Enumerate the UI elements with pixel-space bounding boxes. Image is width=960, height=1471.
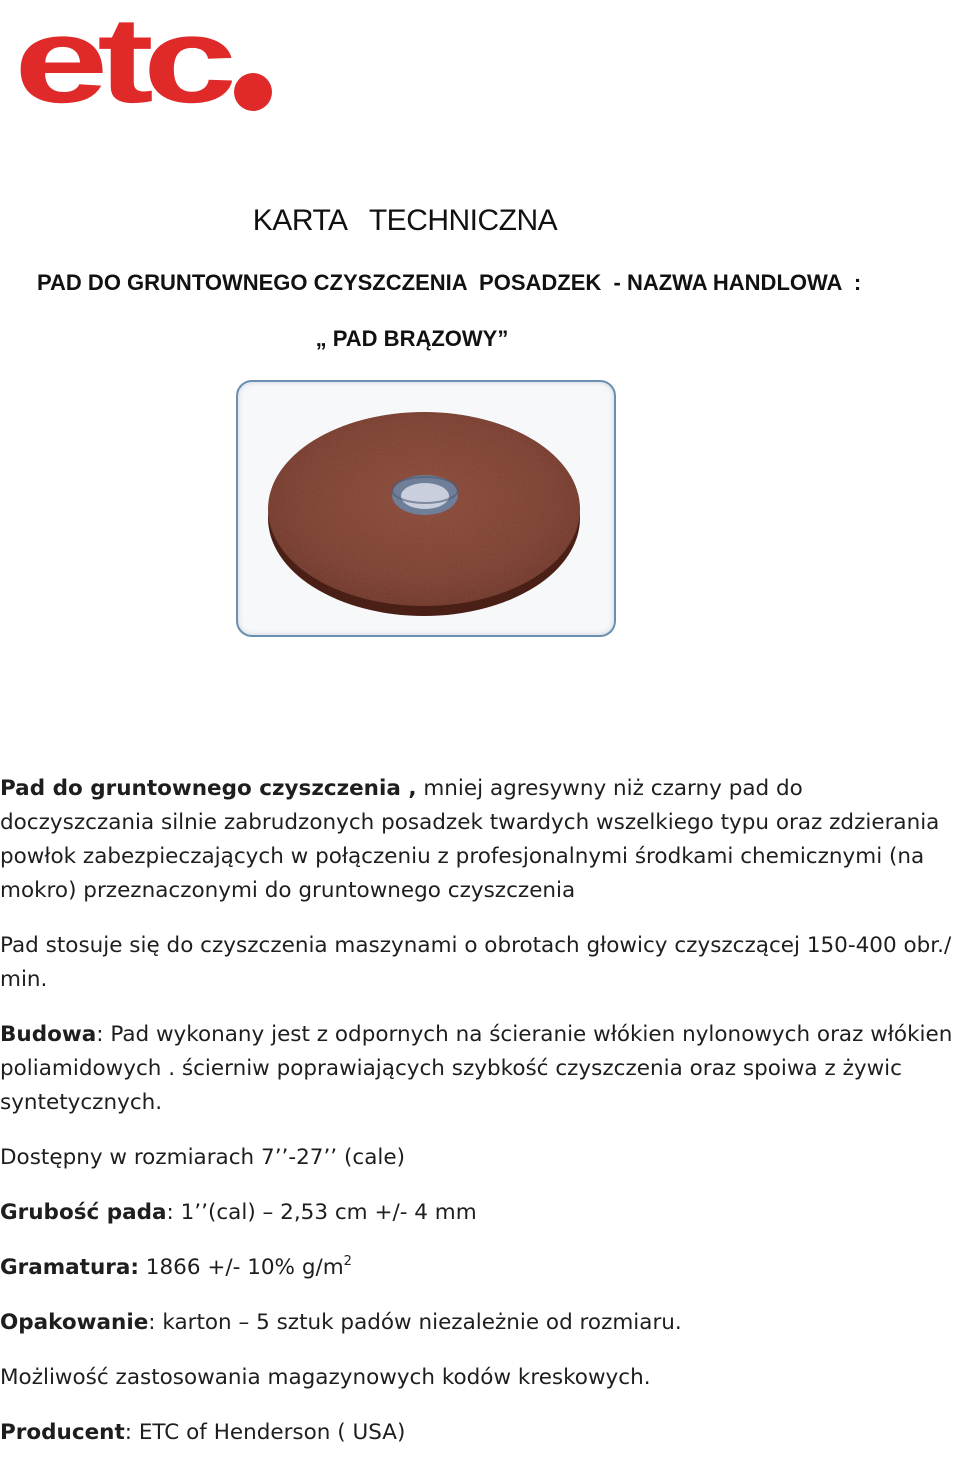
grammage-superscript: 2 (343, 1254, 352, 1269)
svg-text:etc: etc (14, 4, 234, 114)
product-photo (236, 380, 616, 637)
description-intro: Pad do gruntownego czyszczenia , (0, 776, 417, 801)
producer-label: Producent (0, 1420, 125, 1445)
technical-specification (0, 772, 960, 1471)
grammage-label: Gramatura: (0, 1255, 139, 1280)
description-paragraph (0, 772, 960, 908)
product-name: „ PAD BRĄZOWY” (315, 326, 509, 351)
grammage-paragraph (0, 1251, 960, 1285)
etc-logo (14, 4, 274, 114)
sizes-paragraph (0, 1141, 960, 1175)
construction-separator: : (96, 1022, 104, 1047)
producer-paragraph (0, 1416, 960, 1450)
description-text: mniej agresywny niż czarny pad do doczyszczania silnie zabrudzonych posadzek twardych wszelkiego typu oraz zdzierania powłok zabezpieczających w połączeniu z profesjonalnymi środkami chemicznymi (na mokro) przeznaczonymi do gruntownego czyszczenia (0, 776, 940, 903)
grammage-text: 1866 +/- 10% g/m (138, 1255, 344, 1280)
construction-text: Pad wykonany jest z odpornych na ścieranie włókien nylonowych oraz włókien poliamidowych . ścierniw poprawiających szybkość czyszczenia oraz spoiwa z żywic syntetycznych. (0, 1022, 953, 1115)
document-subtitle: PAD DO GRUNTOWNEGO CZYSZCZENIA POSADZEK - NAZWA HANDLOWA : (37, 270, 862, 295)
sizes-text: Dostępny w rozmiarach 7’’-27’’ (cale) (0, 1145, 405, 1170)
barcodes-paragraph (0, 1361, 960, 1395)
document-title: KARTA TECHNICZNA (252, 204, 558, 237)
usage-paragraph (0, 929, 960, 997)
construction-paragraph (0, 1018, 960, 1120)
packaging-paragraph (0, 1306, 960, 1340)
barcodes-text: Możliwość zastosowania magazynowych kodów kreskowych. (0, 1365, 651, 1390)
thickness-label: Grubość pada (0, 1200, 167, 1225)
producer-text: : ETC of Henderson ( USA) (124, 1420, 406, 1445)
packaging-text: : karton – 5 sztuk padów niezależnie od rozmiaru. (148, 1310, 682, 1335)
construction-label: Budowa (0, 1022, 97, 1047)
packaging-label: Opakowanie (0, 1310, 149, 1335)
thickness-text: : 1’’(cal) – 2,53 cm +/- 4 mm (166, 1200, 477, 1225)
usage-text: Pad stosuje się do czyszczenia maszynami o obrotach głowicy czyszczącej 150-400 obr./ min. (0, 933, 952, 992)
thickness-paragraph (0, 1196, 960, 1230)
